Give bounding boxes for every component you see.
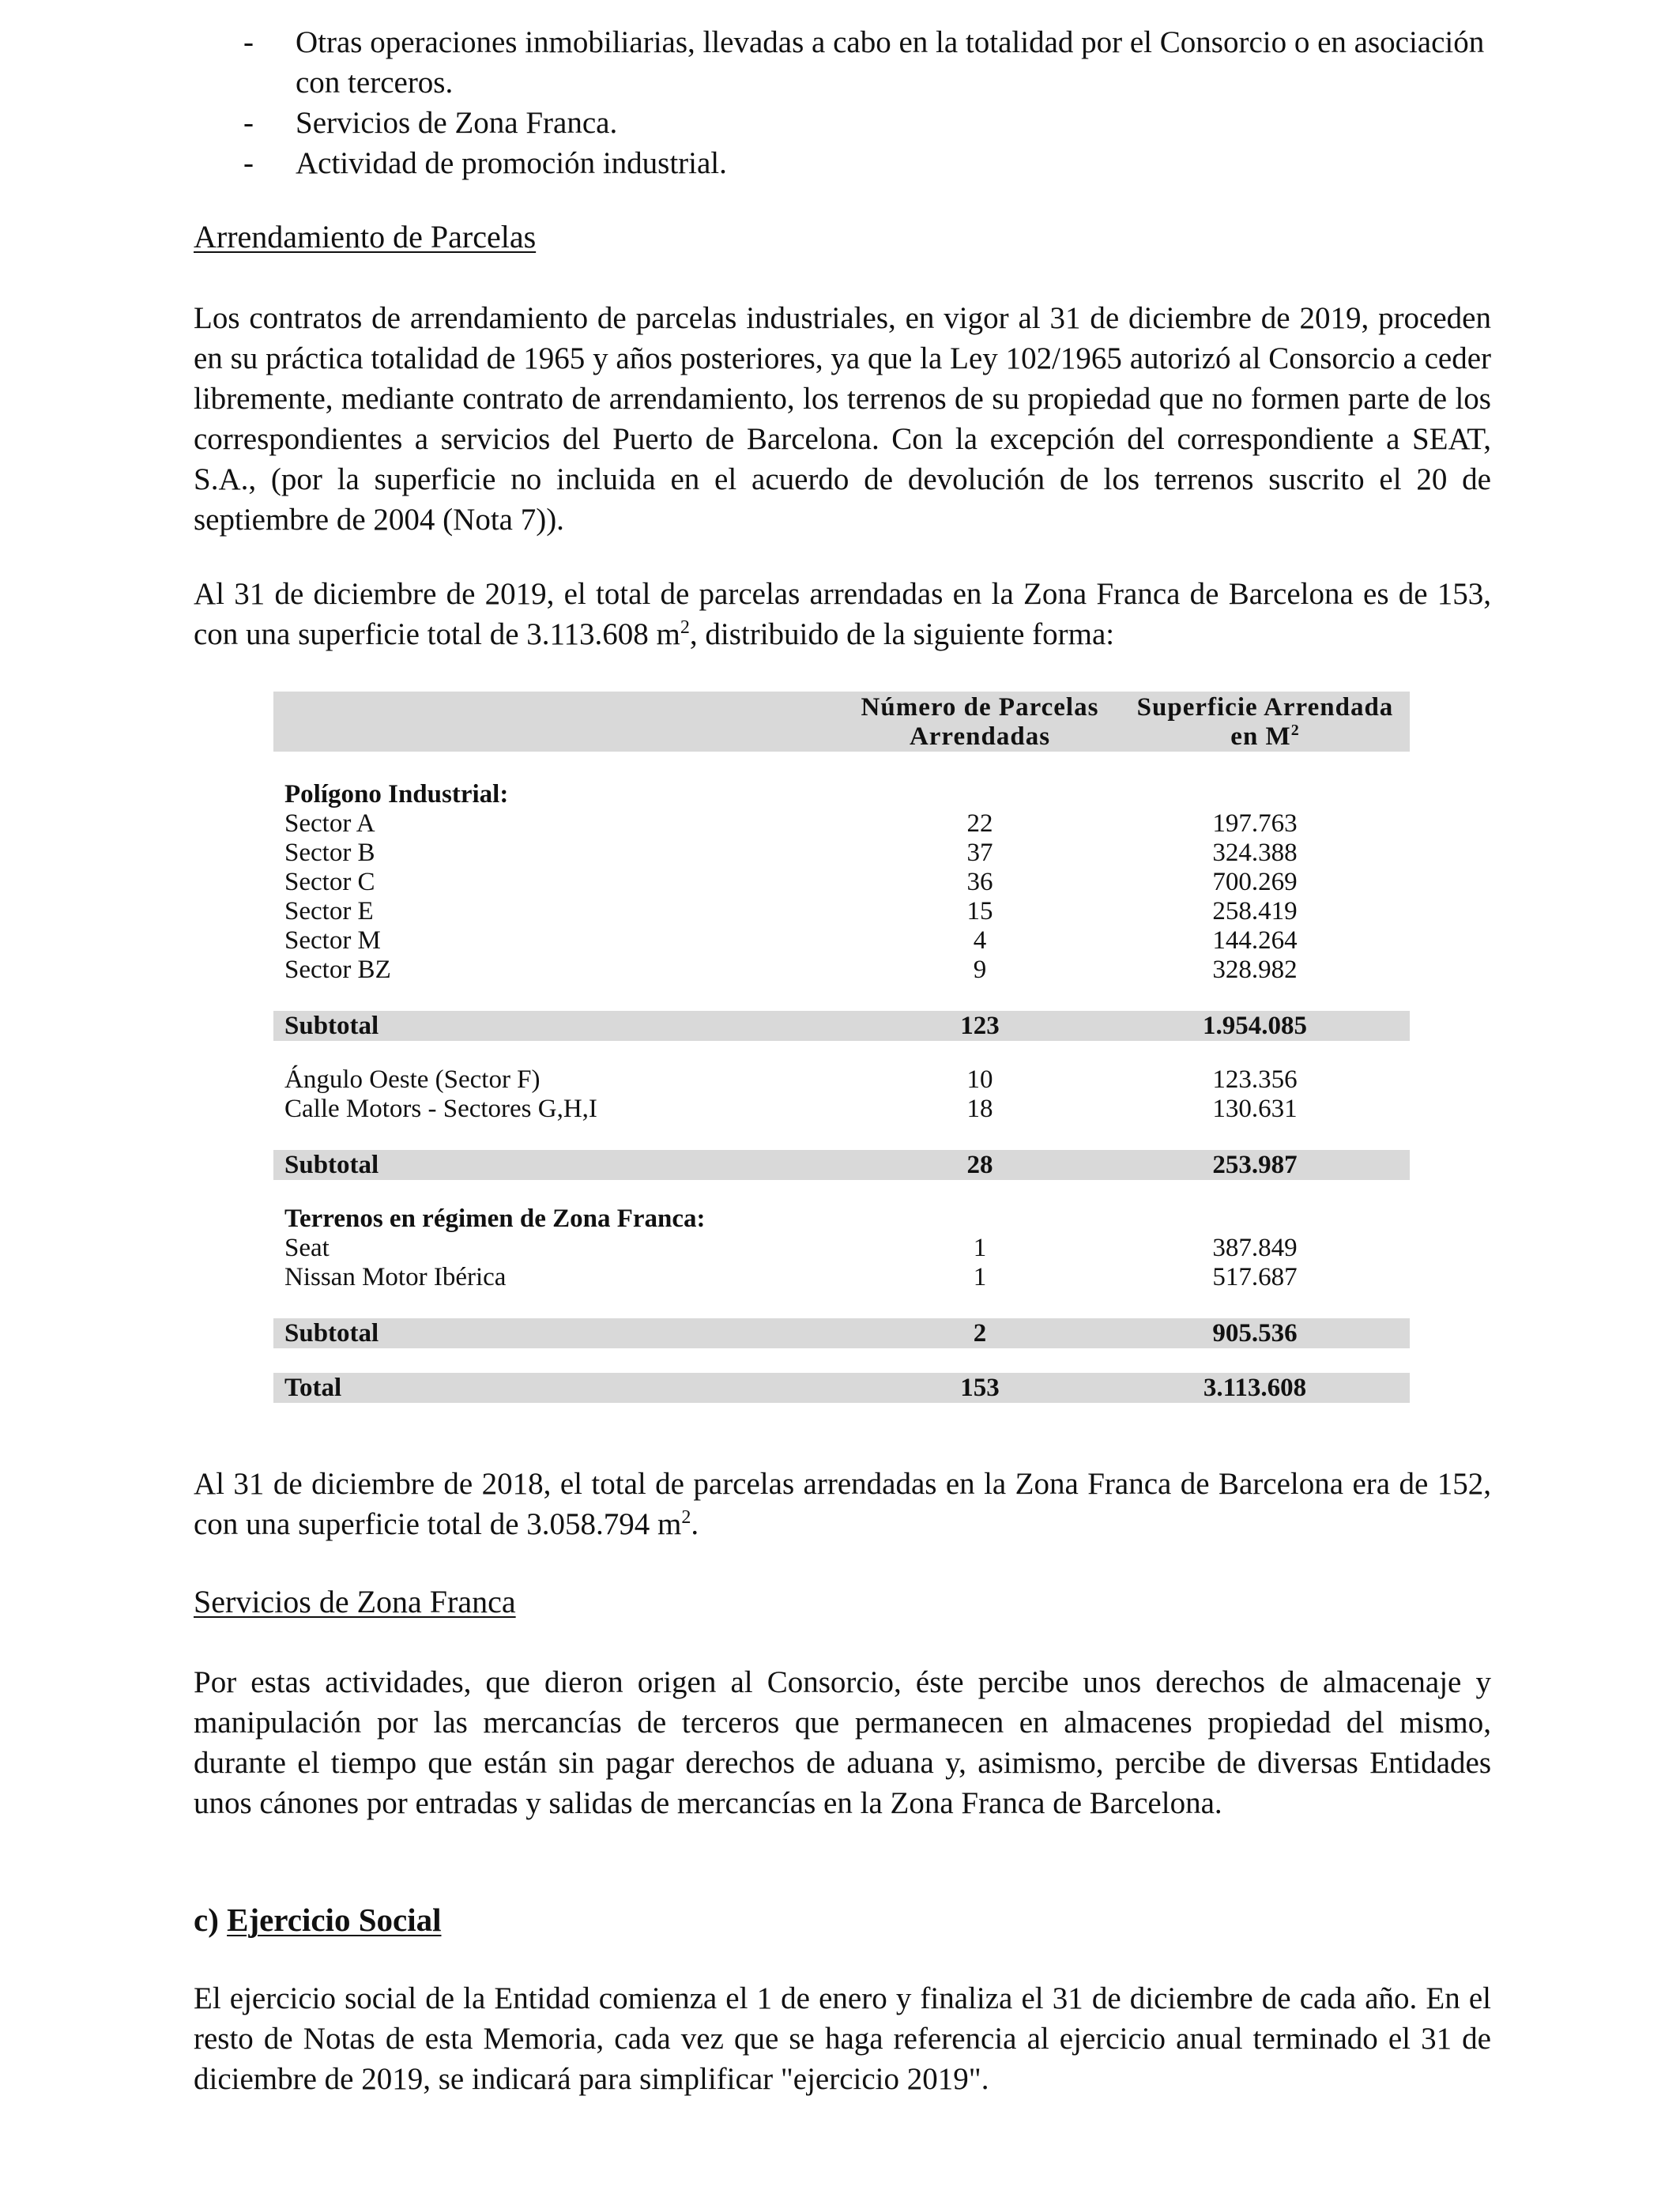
bullet-marker: - [243,146,254,180]
table-spacer [273,1292,1410,1318]
row-superficie: 328.982 [1212,956,1298,984]
row-superficie: 123.356 [1212,1065,1298,1094]
table-row [273,809,1410,839]
table-row [273,1095,1410,1124]
row-superficie: 130.631 [1212,1095,1298,1123]
superscript: 2 [1290,722,1300,739]
paragraph-contratos: Los contratos de arrendamiento de parcelas industriales, en vigor al 31 de diciembre de 2019, proceden en su práctica totalidad de 1965 y años posteriores, ya que la Ley 102/1965 autorizó al Consorcio a ceder libremente, mediante contrato de arrendamiento, los terrenos de su propiedad que no formen parte de los correspondientes a servicios del Puerto de Barcelona. Con la excepción del correspondiente a SEAT, S.A., (por la superficie no incluida en el acuerdo de devolución de los terrenos suscrito el 20 de septiembre de 2004 (Nota 7)). [194,301,1491,537]
paragraph-text: , distribuido de la siguiente forma: [689,617,1115,651]
row-parcelas: 1 [973,1234,987,1262]
bullet-list [237,22,1501,183]
row-parcelas: 36 [966,868,993,896]
paragraph-parcelas-2019 [194,574,1491,654]
table-row [273,926,1410,956]
subtotal-label: Subtotal [284,1319,379,1348]
superscript: 2 [681,1507,691,1528]
row-superficie: 517.687 [1212,1263,1298,1291]
row-parcelas: 1 [973,1263,987,1291]
table-subtotal-row [273,1011,1410,1041]
paragraph-servicios: Por estas actividades, que dieron origen al Consorcio, éste percibe unos derechos de almacenaje y manipulación por las mercancías de terceros que permanecen en almacenes propiedad del mismo, durante el tiempo que están sin pagar derechos de aduana y, asimismo, percibe de diversas Entidades unos cánones por entradas y salidas de mercancías en la Zona Franca de Barcelona. [194,1665,1491,1820]
row-label: Nissan Motor Ibérica [284,1263,507,1291]
subtotal-superficie: 253.987 [1212,1151,1298,1179]
table-row [273,1065,1410,1095]
table-spacer [273,985,1410,1011]
list-item [237,143,1501,183]
header-numero-parcelas: Número de Parcelas Arrendadas [861,693,1099,751]
row-superficie: 324.388 [1212,839,1298,867]
group-label: Terrenos en régimen de Zona Franca: [284,1204,706,1233]
row-label: Calle Motors - Sectores G,H,I [284,1095,597,1123]
table-row [273,839,1410,868]
table-subtotal-row [273,1150,1410,1180]
paragraph-text: Al 31 de diciembre de 2018, el total de parcelas arrendadas en la Zona Franca de Barcelona era de 152, con una superficie total de 3.058.794 m [194,1467,1491,1541]
paragraph-text: . [691,1507,699,1541]
section-title-ejercicio: Ejercicio Social [227,1902,442,1938]
total-parcelas: 153 [960,1374,1000,1402]
subtotal-label: Subtotal [284,1151,379,1179]
table-row [273,1263,1410,1292]
table-subtotal-row [273,1318,1410,1348]
row-superficie: 258.419 [1212,897,1298,925]
table-spacer [273,1041,1410,1065]
table-header [273,692,1410,752]
subtotal-parcelas: 28 [966,1151,993,1179]
bullet-text: Otras operaciones inmobiliarias, llevadas a cabo en la totalidad por el Consorcio o en asociación con terceros. [296,25,1485,100]
row-label: Sector B [284,839,375,867]
row-parcelas: 10 [966,1065,993,1094]
row-superficie: 700.269 [1212,868,1298,896]
row-parcelas: 4 [973,926,987,955]
table-row [273,1234,1410,1263]
row-superficie: 144.264 [1212,926,1298,955]
bullet-marker: - [243,106,254,140]
section-prefix: c) [194,1902,219,1938]
row-parcelas: 9 [973,956,987,984]
table-spacer [273,752,1410,780]
total-superficie: 3.113.608 [1203,1374,1307,1402]
paragraph-parcelas-2018 [194,1464,1491,1544]
bullet-text: Servicios de Zona Franca. [296,106,618,140]
subtotal-superficie: 1.954.085 [1203,1012,1307,1040]
row-superficie: 197.763 [1212,809,1298,838]
header-text: Superficie Arrendada en M [1136,693,1394,751]
subtotal-superficie: 905.536 [1212,1319,1298,1348]
table-group-title [273,1204,1410,1234]
list-item [237,22,1501,103]
section-title-arrendamiento: Arrendamiento de Parcelas [194,219,537,254]
row-parcelas: 15 [966,897,993,925]
paragraph-text: Al 31 de diciembre de 2019, el total de parcelas arrendadas en la Zona Franca de Barcelona es de 153, con una superficie total de 3.113.608 m [194,577,1491,651]
row-label: Sector C [284,868,375,896]
table-spacer [273,1124,1410,1150]
table-row [273,897,1410,926]
row-parcelas: 18 [966,1095,993,1123]
table-group-title [273,780,1410,809]
row-label: Sector M [284,926,381,955]
row-label: Ángulo Oeste (Sector F) [284,1065,541,1094]
table-total-row [273,1373,1410,1403]
total-label: Total [284,1374,342,1402]
section-title-servicios: Servicios de Zona Franca [194,1584,516,1619]
subtotal-parcelas: 123 [960,1012,1000,1040]
row-parcelas: 37 [966,839,993,867]
row-label: Seat [284,1234,330,1262]
row-label: Sector A [284,809,375,838]
subtotal-parcelas: 2 [973,1319,987,1348]
header-superficie [1121,693,1410,752]
bullet-text: Actividad de promoción industrial. [296,146,727,180]
superscript: 2 [680,617,690,638]
subtotal-label: Subtotal [284,1012,379,1040]
paragraph-ejercicio: El ejercicio social de la Entidad comienza el 1 de enero y finaliza el 31 de diciembre de cada año. En el resto de Notas de esta Memoria, cada vez que se haga referencia al ejercicio anual terminado el 31 de diciembre de 2019, se indicará para simplificar "ejercicio 2019". [194,1981,1491,2096]
bullet-marker: - [243,25,254,59]
table-spacer [273,1180,1410,1204]
table-row [273,956,1410,985]
row-parcelas: 22 [966,809,993,838]
group-label: Polígono Industrial: [284,780,509,809]
table-spacer [273,1348,1410,1373]
row-label: Sector BZ [284,956,391,984]
list-item [237,103,1501,143]
section-heading-ejercicio [194,1901,441,1939]
table-row [273,868,1410,897]
parcelas-table [273,692,1410,1403]
row-superficie: 387.849 [1212,1234,1298,1262]
row-label: Sector E [284,897,374,925]
